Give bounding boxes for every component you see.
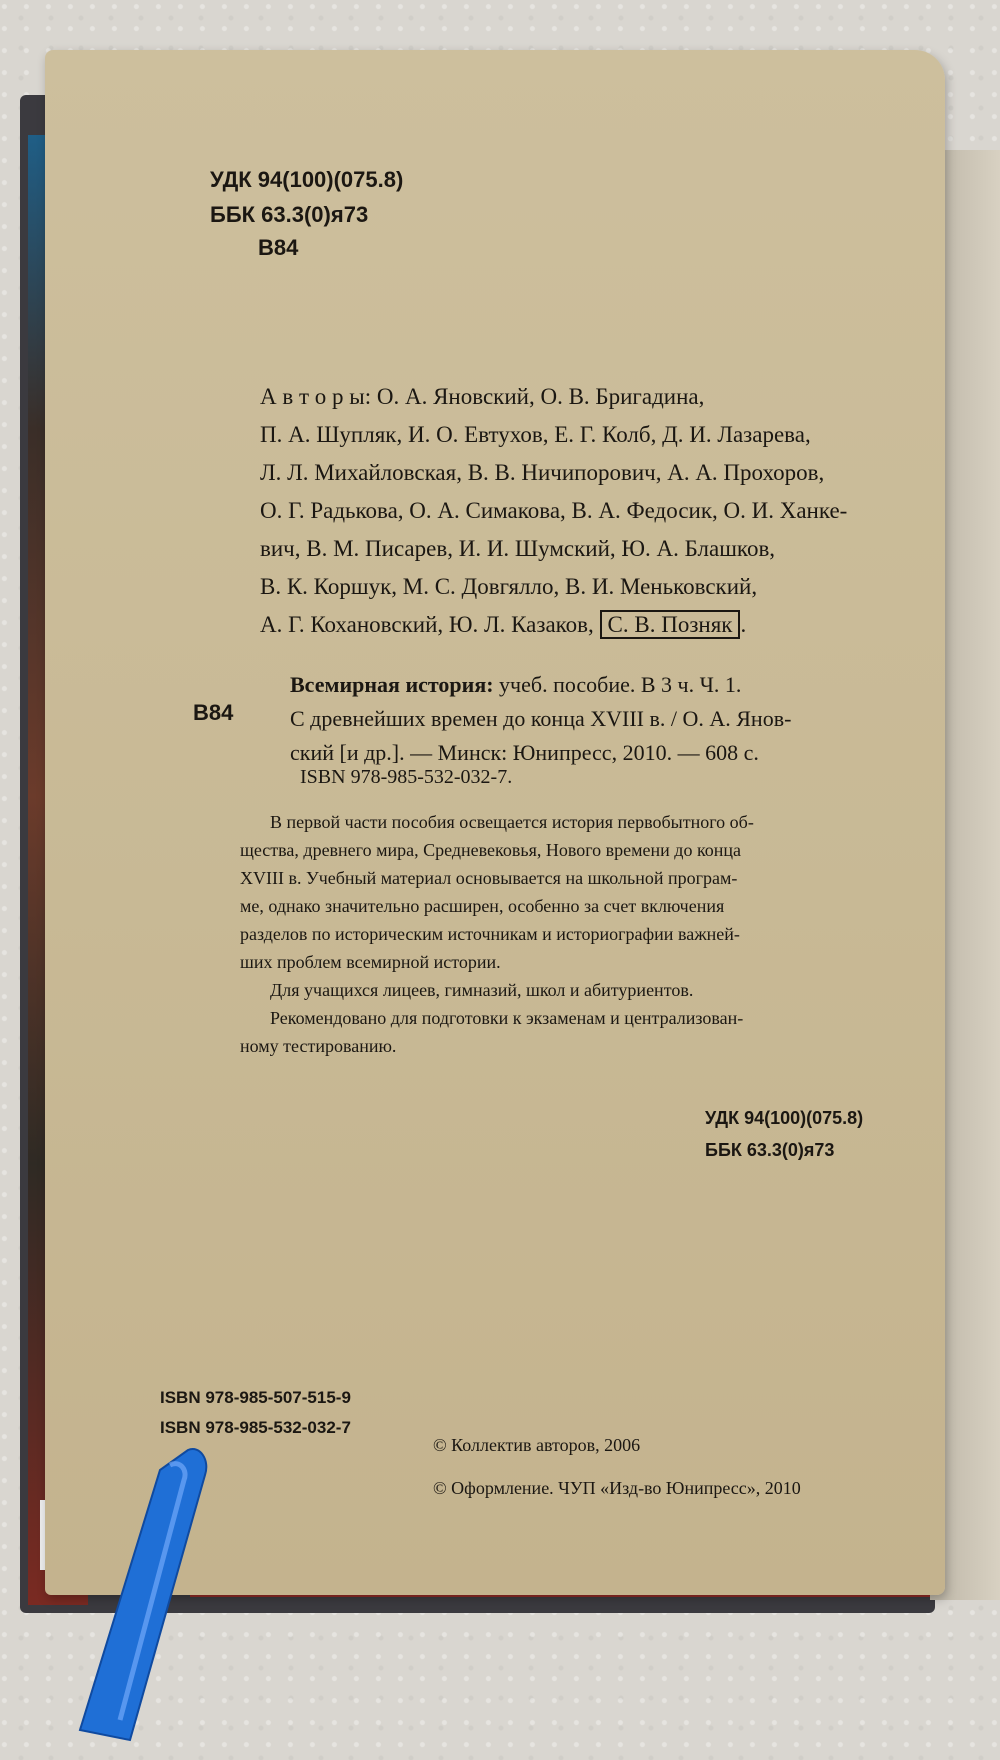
annotation-line: ме, однако значительно расширен, особенно за счет включения [240,896,725,916]
annotation-line: разделов по историческим источникам и историографии важней- [240,924,740,944]
annotation [240,808,754,1060]
entry-code: В84 [193,700,234,725]
entry-line-1-rest: учеб. пособие. В 3 ч. Ч. 1. [499,672,742,697]
bbk-top: ББК 63.3(0)я73 [210,202,369,227]
isbn-second: ISBN 978-985-532-032-7 [160,1418,351,1437]
entry-line-1 [290,668,791,702]
author-code-top: В84 [258,235,299,260]
authors-last-prefix: А. Г. Кохановский, Ю. Л. Казаков, [260,612,594,637]
annotation-line: щества, древнего мира, Средневековья, Нового времени до конца [240,840,742,860]
annotation-line: Рекомендовано для подготовки к экзаменам и централизован- [270,1008,744,1028]
pen-icon [60,1440,210,1760]
entry-title: Всемирная история: [290,672,494,697]
authors-block [260,378,847,644]
authors-last-suffix: . [740,612,747,637]
annotation-line: XVIII в. Учебный материал основывается на школьной програм- [240,868,738,888]
udk-top: УДК 94(100)(075.8) [210,167,404,192]
bbk-bottom: ББК 63.3(0)я73 [705,1140,835,1160]
authors-line: вич, В. М. Писарев, И. И. Шумский, Ю. А. Блашков, [260,536,776,561]
udk-bottom: УДК 94(100)(075.8) [705,1108,864,1128]
isbn-first: ISBN 978-985-507-515-9 [160,1388,351,1407]
entry-isbn: ISBN 978-985-532-032-7. [300,766,513,788]
annotation-line: Для учащихся лицеев, гимназий, школ и абитуриентов. [270,980,694,1000]
authors-line: Л. Л. Михайловская, В. В. Ничипорович, А. А. Прохоров, [260,460,825,485]
authors-last-line [260,606,847,644]
entry-line-3: ский [и др.]. — Минск: Юнипресс, 2010. — 608 с. [290,740,759,765]
authors-line: А в т о р ы: О. А. Яновский, О. В. Бригадина, [260,384,705,409]
authors-line: В. К. Коршук, М. С. Довгялло, В. И. Меньковский, [260,574,758,599]
entry-line-2: С древнейших времен до конца XVIII в. / О. А. Янов- [290,706,792,731]
annotation-line: ному тестированию. [240,1036,397,1056]
annotation-line: В первой части пособия освещается история первобытного об- [270,812,754,832]
copyright-design: © Оформление. ЧУП «Изд-во Юнипресс», 2010 [433,1478,801,1498]
copyright-authors: © Коллектив авторов, 2006 [433,1435,641,1455]
boxed-author-name: С. В. Позняк [600,610,741,639]
authors-line: П. А. Шупляк, И. О. Евтухов, Е. Г. Колб, Д. И. Лазарева, [260,422,811,447]
annotation-line: ших проблем всемирной истории. [240,952,501,972]
authors-line: О. Г. Радькова, О. А. Симакова, В. А. Федосик, О. И. Ханке- [260,498,848,523]
bibliographic-entry [290,668,791,770]
